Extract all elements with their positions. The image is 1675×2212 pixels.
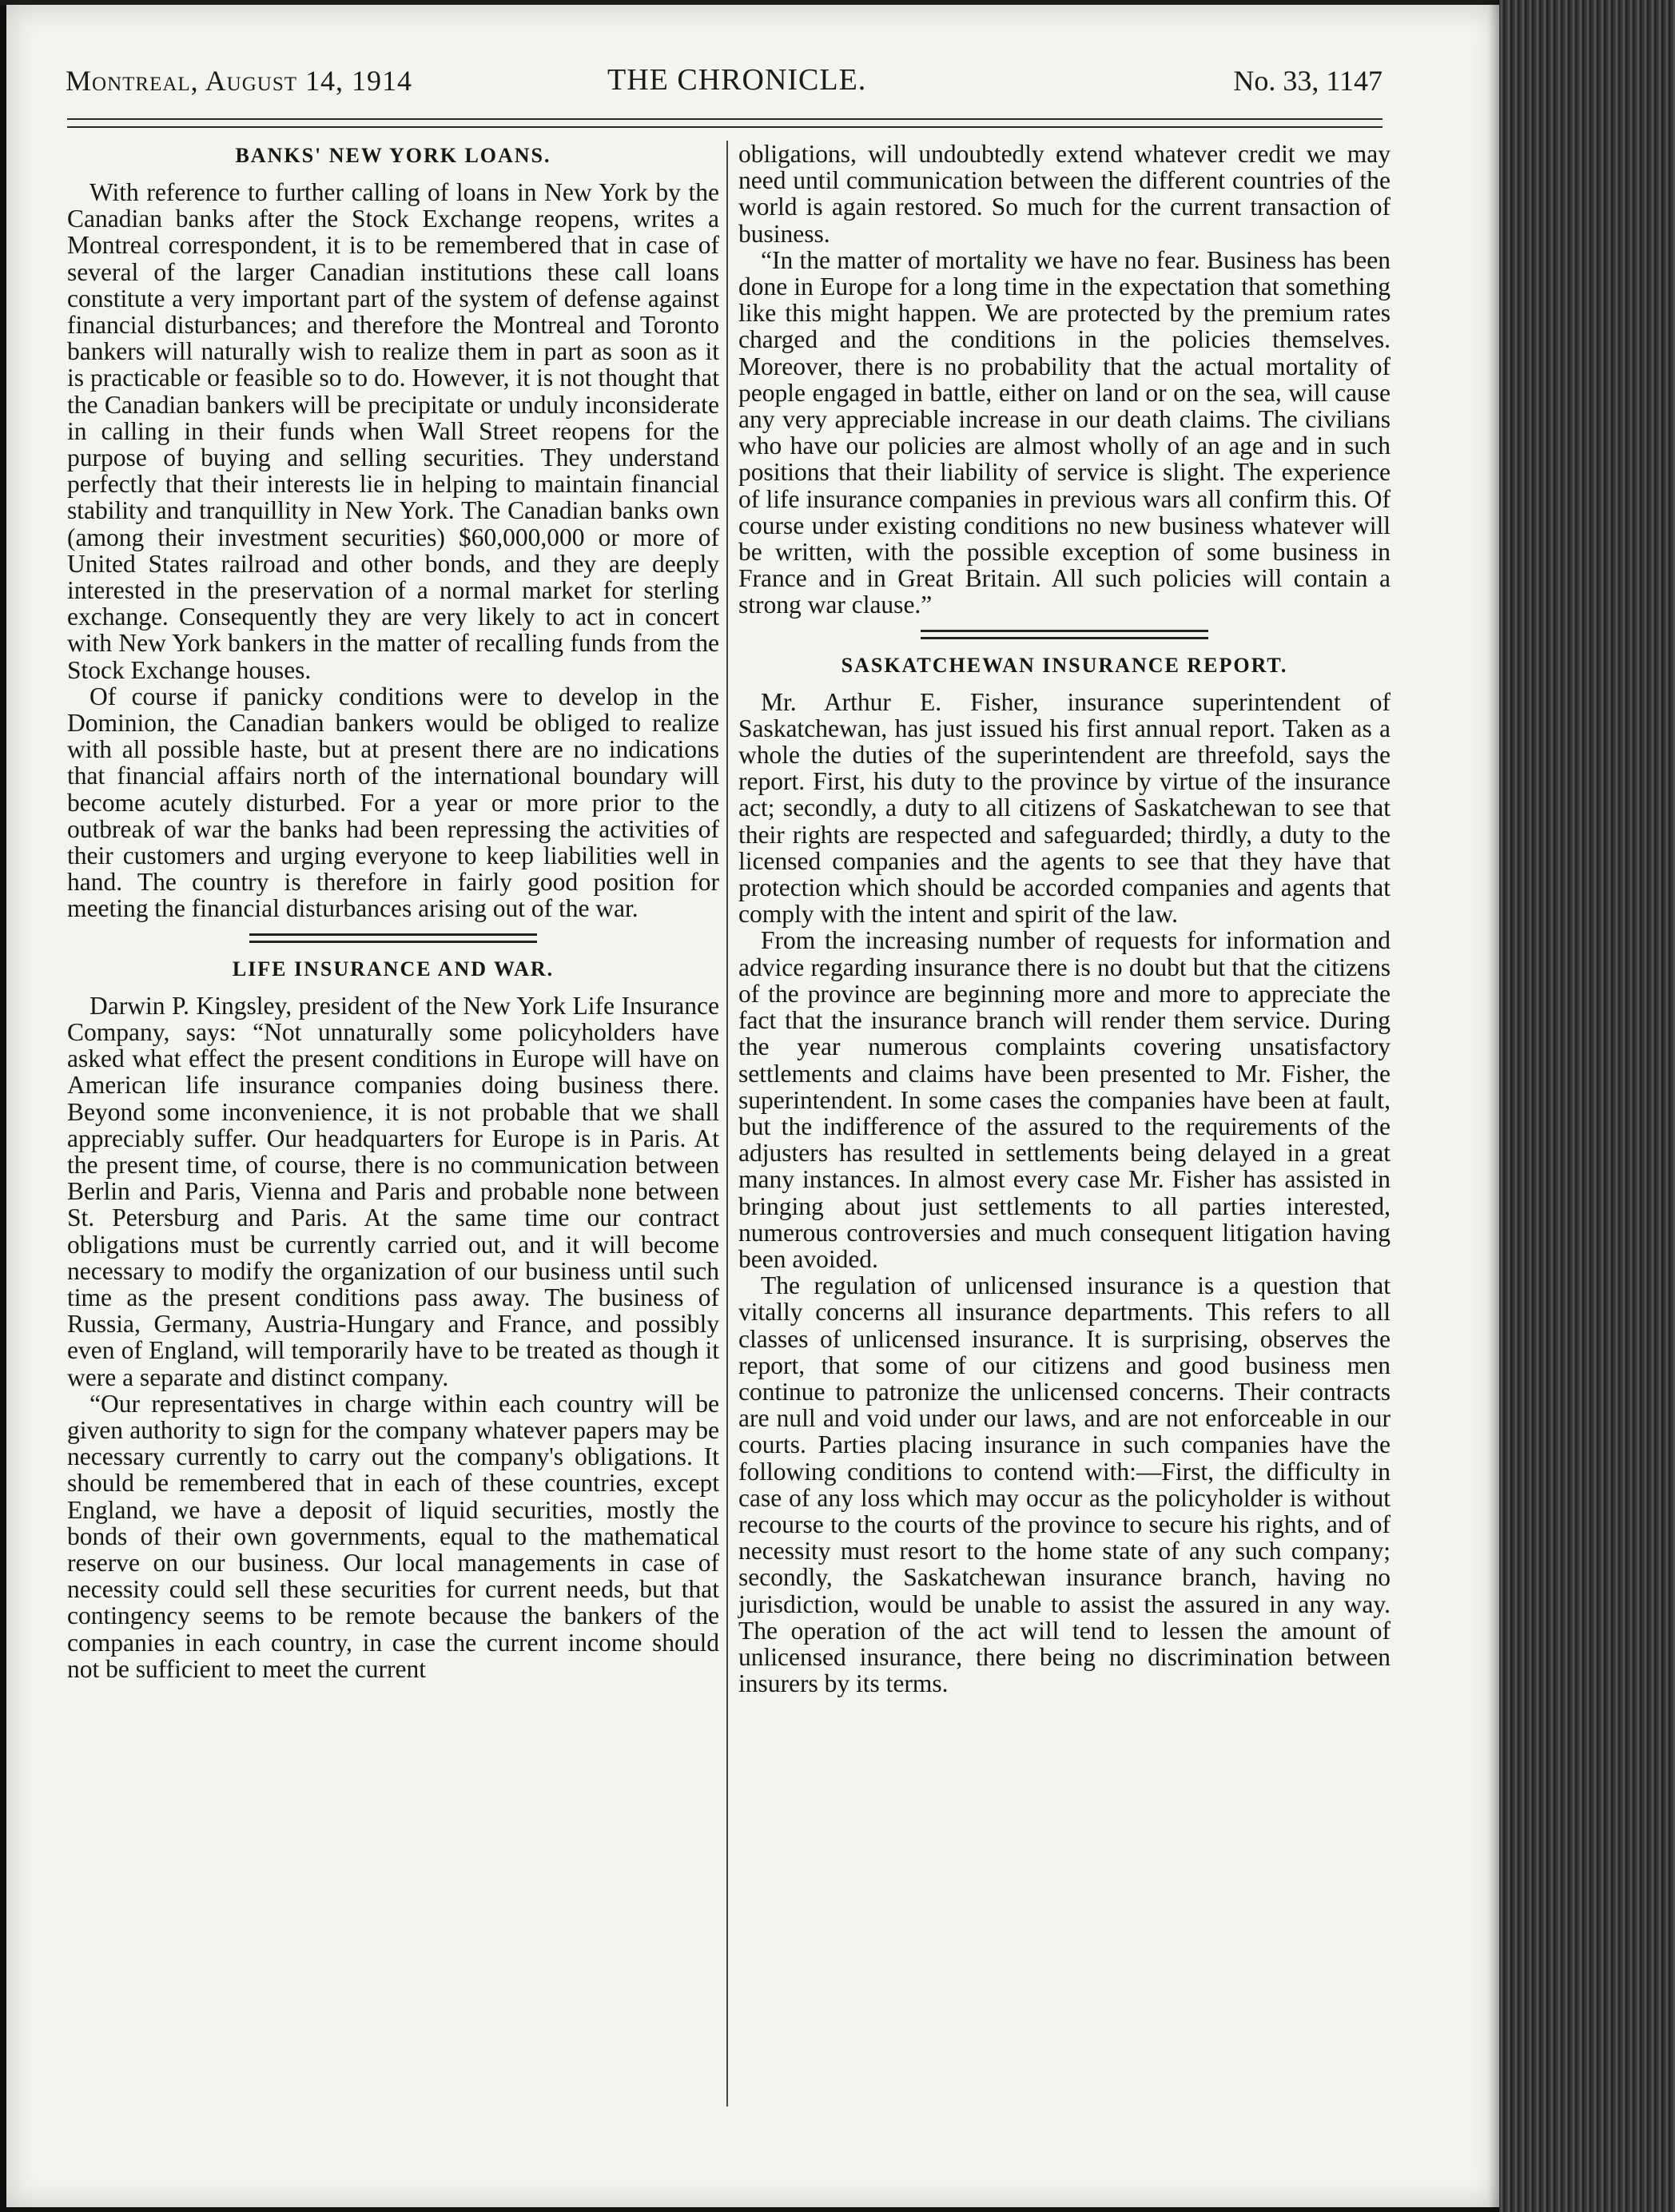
section-divider-rule	[249, 933, 537, 943]
article-paragraph: “Our representatives in charge within each country will be given authority to sign for the company whatever papers may be necessary currently to carry out the company's obligations. It should be remembered that in each of these countries, except England, we have a deposit of liquid securities, mostly the bonds of their own governments, equal to the mathematical reserve on our business. Our local managements in case of necessity could sell these securities for current needs, but that contingency seems to be remote because the bankers of the companies in each country, in case the current income should not be sufficient to meet the current	[67, 1389, 719, 1683]
article-paragraph: Darwin P. Kingsley, president of the New York Life Insurance Company, says: “Not unnaturally some policyholders have asked what effect the present conditions in Europe will have on American life insurance companies doing business there. Beyond some inconvenience, it is not probable that we shall appreciably suffer. Our headquarters for Europe is in Paris. At the present time, of course, there is no communication between Berlin and Paris, Vienna and Paris and probable none between St. Petersburg and Paris. At the same time our contract obligations must be currently carried out, and it will become necessary to modify the organization of our business until such time as the present conditions pass away. The business of Russia, Germany, Austria-Hungary and France, and possibly even of England, will temporarily have to be treated as though it were a separate and distinct company.	[67, 991, 719, 1391]
header-dateline: Montreal, August 14, 1914	[66, 65, 413, 97]
article-paragraph: The regulation of unlicensed insurance is a question that vitally concerns all insurance departments. This refers to all classes of unlicensed insurance. It is surprising, observes the report, that some of our citizens and good business men continue to patronize the unlicensed concerns. Their contracts are null and void under our laws, and are not enforceable in our courts. Parties placing insurance in such companies have the following conditions to contend with:—First, the difficulty in case of any loss which may occur as the policyholder is without recourse to the courts of the province to secure his rights, and of necessity must resort to the home state of any such company; secondly, the Saskatchewan insurance branch, having no jurisdiction, would be unable to assist the assured in any way. The operation of the act will tend to lessen the amount of unlicensed insurance, there being no discrimination between insurers by its terms.	[738, 1271, 1391, 1698]
header-double-rule	[67, 118, 1383, 128]
running-head	[56, 59, 1383, 107]
article-heading-banks: BANKS' NEW YORK LOANS.	[235, 144, 551, 167]
article-paragraph: “In the matter of mortality we have no fear. Business has been done in Europe for a long time in the expectation that something like this might happen. We are protected by the premium rates charged and the conditions in the policies themselves. Moreover, there is no probability that the actual mortality of people engaged in battle, either on land or on the sea, will cause any very appreciable increase in our death claims. The civilians who have our policies are almost wholly of an age and in such positions that their liability of service is slight. The experience of life insurance companies in previous wars all confirm this. Of course under existing conditions no new business whatever will be written, with the possible exception of some business in France and in Great Britain. All such policies will contain a strong war clause.”	[738, 245, 1391, 619]
article-paragraph: Of course if panicky conditions were to develop in the Dominion, the Canadian bankers would be obliged to realize with all possible haste, but at present there are no indications that financial affairs north of the international boundary will become acutely disturbed. For a year or more prior to the outbreak of war the banks had been repressing the activities of their customers and urging everyone to keep liabilities well in hand. The country is therefore in fairly good position for meeting the financial disturbances arising out of the war.	[67, 682, 719, 923]
article-heading-life-insurance: LIFE INSURANCE AND WAR.	[232, 957, 555, 981]
right-column	[738, 141, 1391, 1697]
article-paragraph-continued: obligations, will undoubtedly extend whatever credit we may need until communication between the different countries of the world is again restored. So much for the current transaction of business.	[738, 140, 1391, 248]
article-paragraph: With reference to further calling of loans in New York by the Canadian banks after the Stock Exchange reopens, writes a Montreal correspondent, it is to be remembered that in case of several of the larger Canadian institutions these call loans constitute a very important part of the system of defense against financial disturbances; and therefore the Montreal and Toronto bankers will naturally wish to realize them in part as soon as it is practicable or feasible so to do. However, it is not thought that the Canadian bankers will be precipitate or unduly inconsiderate in calling in their funds when Wall Street reopens for the purpose of buying and selling securities. They understand perfectly that their interests lie in helping to maintain financial stability and tranquillity in New York. The Canadian banks own (among their investment securities) $60,000,000 or more of United States railroad and other bonds, and they are deeply interested in the preservation of a normal market for sterling exchange. Consequently they are very likely to act in concert with New York bankers in the matter of recalling funds from the Stock Exchange houses.	[67, 178, 719, 684]
article-paragraph: From the increasing number of requests for information and advice regarding insurance there is no doubt but that the citizens of the province are beginning more and more to appreciate the fact that the insurance branch will render them service. During the year numerous complaints covering unsatisfactory settlements and claims have been presented to Mr. Fisher, the superintendent. In some cases the companies have been at fault, but the indifference of the assured to the requirements of the adjusters has resulted in settlements being delayed in a great many instances. In almost every case Mr. Fisher has assisted in bringing about just settlements to all parties interested, numerous controversies and much consequent litigation having been avoided.	[738, 926, 1391, 1273]
book-page-edges	[1499, 0, 1675, 2212]
left-column	[67, 141, 719, 1682]
article-paragraph: Mr. Arthur E. Fisher, insurance superintendent of Saskatchewan, has just issued his first annual report. Taken as a whole the duties of the superintendent are threefold, says the report. First, his duty to the province by virtue of the insurance act; secondly, a duty to all citizens of Saskatchewan to see that their rights are respected and safeguarded; thirdly, a duty to the licensed companies and the agents to see that they have that protection which should be accorded companies and agents that comply with the intent and spirit of the law.	[738, 687, 1391, 929]
header-issue-page-number: No. 33, 1147	[1233, 65, 1383, 97]
section-divider-rule	[921, 630, 1208, 639]
column-divider-rule	[726, 141, 728, 2107]
article-heading-saskatchewan: SASKATCHEWAN INSURANCE REPORT.	[841, 653, 1288, 677]
header-publication-title: THE CHRONICLE.	[607, 63, 867, 97]
